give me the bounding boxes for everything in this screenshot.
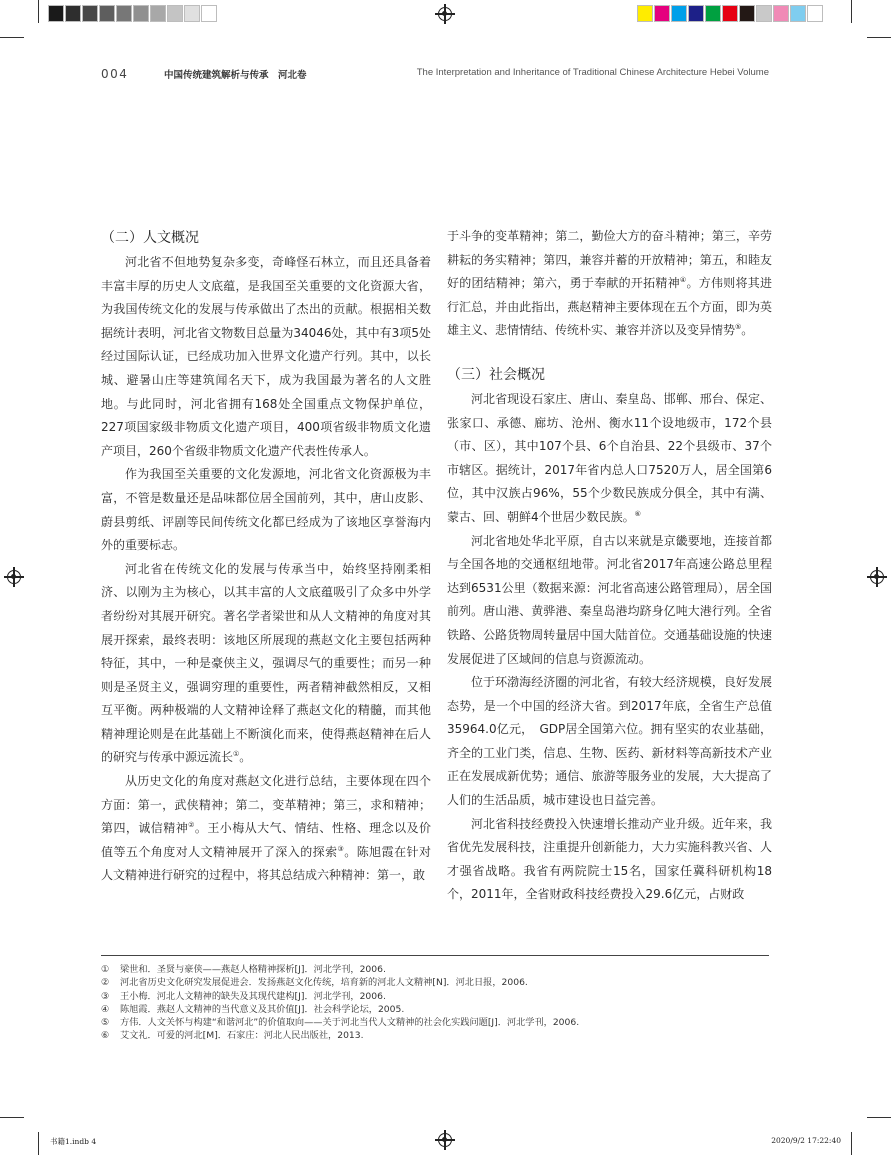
footnote-ref[interactable]: ③ [337, 844, 345, 853]
footnote-item [101, 1029, 579, 1042]
registration-mark-icon [438, 1133, 452, 1147]
left-column [101, 225, 431, 888]
paragraph [447, 388, 772, 530]
gray-swatch [150, 5, 166, 22]
gray-swatch [133, 5, 149, 22]
gray-swatch [99, 5, 115, 22]
right-column [447, 225, 772, 907]
footnote-number: ③ [101, 990, 110, 1002]
footnote-text: 梁世和．圣贤与豪侠——燕赵人格精神探析[J]．河北学刊，2006. [120, 964, 386, 975]
color-swatch [756, 5, 772, 22]
gray-swatch [116, 5, 132, 22]
footnote-ref[interactable]: ⑥ [634, 509, 641, 518]
crop-mark [851, 1132, 852, 1155]
cmyk-color-bar [637, 5, 824, 22]
footnote-number: ④ [101, 1003, 110, 1015]
section-heading-society: （三）社会概况 [447, 366, 545, 383]
color-swatch [637, 5, 653, 22]
paragraph: 作为我国至关重要的文化发源地，河北省文化资源极为丰富，不管是数量还是品味都位居全国前列，其中，唐山皮影、蔚县剪纸、评剧等民间传统文化都已经成为了该地区享誉海内外的重要标志。 [101, 467, 431, 553]
color-swatch [739, 5, 755, 22]
crop-mark [851, 0, 852, 23]
paragraph-text: 河北省在传统文化的发展与传承当中，始终坚持刚柔相济、以刚为主为核心，以其丰富的人文底蕴吸引了众多中外学者纷纷对其展开研究。著名学者梁世和从人文精神的角度对其展开探索，最终表明：该地区所展现的燕赵文化主要包括两种特征，其中，一种是豪侠主义，强调尽气的重要性；而另一种则是圣贤主义，强调穷理的重要性，两者精神截然相反，又相互平衡。两种极端的人文精神诠释了燕赵文化的精髓，而其他精神理论则是在此基础上不断演化而来，使得燕赵精神在后人的研究与传承中源远流长 [101, 561, 431, 765]
punctuation: 。 [741, 323, 754, 338]
crop-mark [867, 37, 891, 38]
section-heading-humanities: （二）人文概况 [101, 230, 199, 246]
footnote-number: ⑥ [101, 1030, 110, 1042]
footnote-text: 陈旭霞．燕赵人文精神的当代意义及其价值[J]．社会科学论坛，2005. [120, 1003, 405, 1015]
crop-mark [38, 0, 39, 23]
registration-mark-icon [870, 570, 884, 584]
footnote-item [101, 990, 579, 1003]
footnote-ref[interactable]: ① [233, 750, 240, 759]
paragraph: 河北省地处华北平原，自古以来就是京畿要地，连接首都与全国各地的交通枢纽地带。河北省2017年高速公路总里程达到6531公里（数据来源：河北省高速公路管理局），居全国前列。唐山港、黄骅港、秦皇岛港均跻身亿吨大港行列。全省铁路、公路货物周转量居中国大陆首位。交通基础设施的快速发展促进了区域间的信息与资源流动。 [447, 533, 772, 666]
color-swatch [722, 5, 738, 22]
page-number: 004 [101, 67, 129, 81]
footnote-item [101, 1016, 579, 1029]
registration-mark-icon [438, 7, 452, 21]
color-swatch [654, 5, 670, 22]
paragraph: 河北省科技经费投入快速增长推动产业升级。近年来，我省优先发展科技，注重提升创新能力，大力实施科教兴省、人才强省战略。我省有两院院士15名，国家任冀科研机构18个，2011年，全省财政科技经费投入29.6亿元，占财政 [447, 816, 772, 902]
color-swatch [688, 5, 704, 22]
paragraph: 位于环渤海经济圈的河北省，有较大经济规模，良好发展态势，是一个中国的经济大省。到2017年底，全省生产总值35964.0亿元， GDP居全国第六位。拥有坚实的农业基础，齐全的工业门类，信息、生物、医药、新材料等高新技术产业正在发展成新优势；通信、旅游等服务业的发展，大大提高了人们的生活品质，城市建设也日益完善。 [447, 675, 772, 808]
registration-mark-icon [7, 570, 21, 584]
paragraph-text: 于斗争的变革精神；第二，勤俭大方的奋斗精神；第三，辛劳耕耘的务实精神；第四，兼容并蓄的开放精神；第五，和睦友好的团结精神；第六，勇于奉献的开拓精神 [447, 229, 772, 291]
paragraph-text: 河北省现设石家庄、唐山、秦皇岛、邯郸、邢台、保定、张家口、承德、廊坊、沧州、衡水11个设地级市，172个县（市、区），其中107个县、6个自治县、22个县级市、37个市辖区。据统计，2017年省内总人口7520万人，居全国第6位，其中汉族占96%，55个少数民族成分俱全，其中有满、蒙古、回、朝鲜4个世居少数民族。 [447, 391, 772, 524]
footnote-number: ① [101, 964, 110, 975]
gray-swatch [82, 5, 98, 22]
footnote-text: 王小梅．河北人文精神的缺失及其现代建构[J]．河北学刊，2006. [120, 990, 386, 1002]
footnote-number: ⑤ [101, 1017, 110, 1029]
paragraph [101, 770, 431, 888]
color-swatch [671, 5, 687, 22]
crop-mark [867, 1117, 891, 1118]
color-swatch [807, 5, 823, 22]
gray-swatch [65, 5, 81, 22]
color-swatch [773, 5, 789, 22]
crop-mark [0, 1117, 24, 1118]
paragraph-text: 。方伟则将其进行汇总，并由此指出，燕赵精神主要体现在五个方面，即为英雄主义、悲情情结、传统朴实、兼容并济以及变异情势 [447, 276, 772, 338]
punctuation: 。 [239, 750, 252, 765]
running-header-cn: 中国传统建筑解析与传承 河北卷 [164, 70, 307, 81]
paragraph: 河北省不但地势复杂多变，奇峰怪石林立，而且还具备着丰富丰厚的历史人文底蕴，是我国至关重要的文化资源大省，为我国传统文化的发展与传承做出了杰出的贡献。根据相关数据统计表明，河北省文物数目总量为34046处，其中有3项5处经过国际认证，已经成功加入世界文化遗产行列。其中，以长城、避暑山庄等建筑闻名天下，成为我国最为著名的人文胜地。与此同时，河北省拥有168处全国重点文物保护单位，227项国家级非物质文化遗产项目，400项省级非物质文化遗产项目，260个省级非物质文化遗产代表性传承人。 [101, 255, 431, 458]
paragraph-continuation [447, 225, 772, 343]
gray-swatch [167, 5, 183, 22]
footnote-item [101, 963, 579, 976]
slug-datetime: 2020/9/2 17:22:40 [771, 1136, 841, 1145]
gray-swatch [48, 5, 64, 22]
footnote-ref[interactable]: ② [188, 821, 195, 830]
footnote-ref[interactable]: ⑤ [735, 323, 742, 332]
footnote-item [101, 976, 579, 989]
color-swatch [790, 5, 806, 22]
paragraph-text: 。陈旭霞在针对人文精神进行研究的过程中，将其总结成六种精神：第一，敢 [101, 844, 431, 883]
grayscale-color-bar [48, 5, 218, 22]
footnotes [101, 963, 579, 1043]
footnote-number: ② [101, 977, 110, 989]
crop-mark [38, 1132, 39, 1155]
footnote-text: 艾文礼．可爱的河北[M]．石家庄：河北人民出版社，2013. [120, 1030, 364, 1042]
color-swatch [705, 5, 721, 22]
gray-swatch [201, 5, 217, 22]
footnote-text: 河北省历史文化研究发展促进会．发扬燕赵文化传统，培育新的河北人文精神[N]．河北日报，2006. [120, 977, 528, 989]
crop-mark [0, 37, 24, 38]
footnote-text: 方伟．人文关怀与构建“和谐河北”的价值取向——关于河北当代人文精神的社会化实践问题[J]．河北学刊，2006. [120, 1017, 580, 1029]
paragraph-text: 从历史文化的角度对燕赵文化进行总结，主要体现在四个方面：第一，武侠精神；第二，变革精神；第三，求和精神；第四，诚信精神 [101, 774, 431, 836]
footnote-item [101, 1003, 579, 1016]
paragraph-text: 。王小梅从大气、情结、性格、理念以及价值等五个角度对人文精神展开了深入的探索 [101, 821, 431, 859]
slug-filename: 书籍1.indb 4 [50, 1137, 97, 1146]
gray-swatch [184, 5, 200, 22]
footnote-ref[interactable]: ④ [679, 276, 687, 285]
paragraph [101, 558, 431, 770]
footnote-divider [101, 955, 769, 956]
running-header-en: The Interpretation and Inheritance of Traditional Chinese Architecture Hebei Volume [416, 67, 769, 78]
